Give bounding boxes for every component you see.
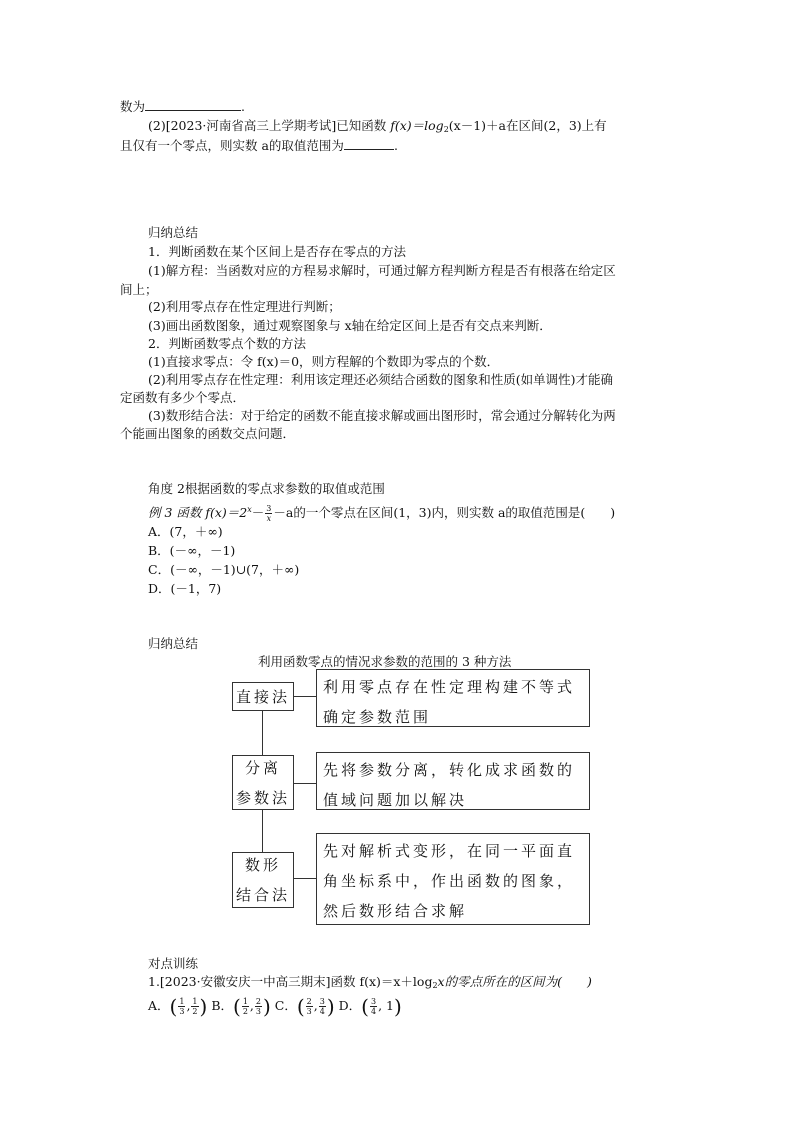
- carryover-text: 数为: [120, 99, 146, 114]
- summary-line: 2．判断函数零点个数的方法: [148, 336, 306, 351]
- description-box-graphical: [316, 833, 590, 925]
- log-base: 2: [443, 125, 449, 134]
- method-label: 数形: [244, 856, 281, 874]
- fraction-denominator: 2: [192, 1007, 198, 1016]
- question-2-text: (x－1)＋a在区间(2，3)上有: [448, 118, 607, 133]
- question-2-function: f(x)＝log: [390, 118, 444, 133]
- fraction-denominator: 2: [242, 1007, 248, 1016]
- section-title: 角度 2根据函数的零点求参数的取值或范围: [148, 481, 385, 496]
- option-a-label: A．: [148, 998, 170, 1013]
- fraction-numerator: 3: [319, 997, 325, 1006]
- practice-options: A．( $\frac{1}{3}$ , $\frac{1}{2}$ ) B．( $\frac{1}{2}$ , $\frac{2}{3}$ ) C．( $\frac{2}{3}$ , $\frac{3}{4}$ ) D．( $\frac{3}{4}$ , 1): [148, 994, 402, 1019]
- practice-question-text: x的零点所在的区间为( ): [437, 974, 592, 989]
- option-a: A．(7，＋∞): [148, 524, 223, 539]
- question-2-text-2: 且仅有一个零点，则实数 a的取值范围为: [120, 138, 344, 153]
- fraction: [319, 997, 326, 1016]
- option-d: D．(－1，7): [148, 581, 222, 596]
- exponent: x: [247, 505, 252, 514]
- method-label: 分离: [244, 758, 281, 777]
- option-d-label: D．: [338, 998, 362, 1013]
- question-2-line-2: [120, 137, 398, 154]
- fraction: [255, 997, 262, 1016]
- summary-line: 1．判断函数在某个区间上是否存在零点的方法: [148, 244, 406, 259]
- fraction-denominator: 4: [370, 1007, 377, 1016]
- summary-line: (2)利用零点存在性定理：利用该定理还必须结合函数的图象和性质(如单调性)才能确: [148, 372, 613, 387]
- summary-line: (1)直接求零点：令 f(x)＝0，则方程解的个数即为零点的个数．: [148, 354, 500, 369]
- description-box-separation: [316, 752, 590, 810]
- answer-blank: [145, 98, 241, 111]
- log-base: 2: [432, 981, 438, 990]
- option-d-value: 1: [386, 998, 394, 1013]
- fraction-numerator: 2: [255, 997, 261, 1006]
- connector-line: [262, 810, 263, 852]
- method-box-direct: [232, 682, 294, 711]
- method-description: 利用零点存在性定理构建不等式确定参数范围: [323, 678, 576, 726]
- option-b: B．(－∞，－1): [148, 543, 236, 558]
- summary-heading: 归纳总结: [148, 225, 199, 240]
- description-box-direct: [316, 669, 590, 727]
- question-2-source: (2)[2023·河南省高三上学期考试]已知函数: [148, 118, 391, 133]
- period: .: [241, 99, 245, 114]
- fraction-denominator: 3: [306, 1007, 312, 1016]
- fraction: [178, 997, 185, 1016]
- practice-question-text: 1.[2023·安徽安庆一中高三期末]函数 f(x)＝x＋log: [148, 974, 433, 989]
- summary-line: 个能画出图象的函数交点问题．: [120, 426, 296, 441]
- example-3-suffix: －a的一个零点在区间(1，3)内，则实数 a的取值范围是( ): [273, 505, 616, 520]
- fraction-denominator: 4: [319, 1007, 325, 1016]
- fraction: [191, 997, 198, 1016]
- summary-line: (3)数形结合法：对于给定的函数不能直接求解或画出图形时，常会通过分解转化为两: [148, 408, 616, 423]
- period: .: [393, 138, 398, 153]
- option-b-label: B．: [211, 998, 233, 1013]
- connector-line: [262, 711, 263, 755]
- method-label: 直接法: [235, 687, 290, 706]
- fraction-numerator: 2: [306, 997, 312, 1006]
- fraction: [242, 997, 249, 1016]
- method-box-separation: [232, 755, 294, 810]
- connector-line: [294, 783, 316, 784]
- connector-line: [294, 878, 316, 879]
- fraction: [370, 997, 377, 1016]
- fraction-denominator: 3: [255, 1007, 261, 1016]
- fraction-numerator: 1: [242, 997, 248, 1006]
- fraction: [306, 997, 313, 1016]
- summary-line: 定函数有多少个零点．: [120, 390, 246, 405]
- summary-heading: 归纳总结: [148, 636, 199, 651]
- practice-heading: 对点训练: [148, 956, 199, 971]
- example-3-prefix: 例 3 函数 f(x)＝2: [148, 505, 248, 520]
- diagram-title: 利用函数零点的情况求参数的范围的 3 种方法: [258, 654, 512, 669]
- question-2-line-1: [148, 118, 607, 138]
- connector-line: [294, 696, 316, 697]
- method-label: 参数法: [235, 788, 290, 807]
- fraction-numerator: 1: [179, 997, 185, 1006]
- option-c-label: C．: [274, 998, 297, 1013]
- practice-question-1: [148, 974, 592, 994]
- summary-line: (1)解方程：当函数对应的方程易求解时，可通过解方程判断方程是否有根落在给定区: [148, 263, 616, 278]
- minus-sign: －: [251, 505, 265, 520]
- fraction-numerator: 3: [370, 997, 377, 1006]
- example-3: [148, 502, 615, 523]
- method-description: 先将参数分离，转化成求函数的值域问题加以解决: [323, 761, 576, 809]
- fraction-numerator: 1: [192, 997, 198, 1006]
- summary-line: (3)画出函数图象，通过观察图象与 x轴在给定区间上是否有交点来判断．: [148, 318, 552, 333]
- method-box-graphical: [232, 852, 294, 908]
- summary-line: (2)利用零点存在性定理进行判断；: [148, 299, 341, 314]
- carryover-line: [120, 98, 245, 115]
- fraction-denominator: 3: [179, 1007, 185, 1016]
- method-description: 先对解析式变形，在同一平面直角坐标系中，作出函数的图象，然后数形结合求解: [323, 842, 576, 920]
- fraction: [265, 504, 272, 523]
- answer-blank: [344, 137, 394, 150]
- method-label: 结合法: [235, 886, 290, 904]
- option-c: C．(－∞，－1)∪(7，＋∞): [148, 562, 300, 577]
- fraction-denominator: x: [266, 514, 272, 523]
- summary-line: 间上；: [120, 282, 158, 297]
- fraction-numerator: 3: [266, 504, 272, 513]
